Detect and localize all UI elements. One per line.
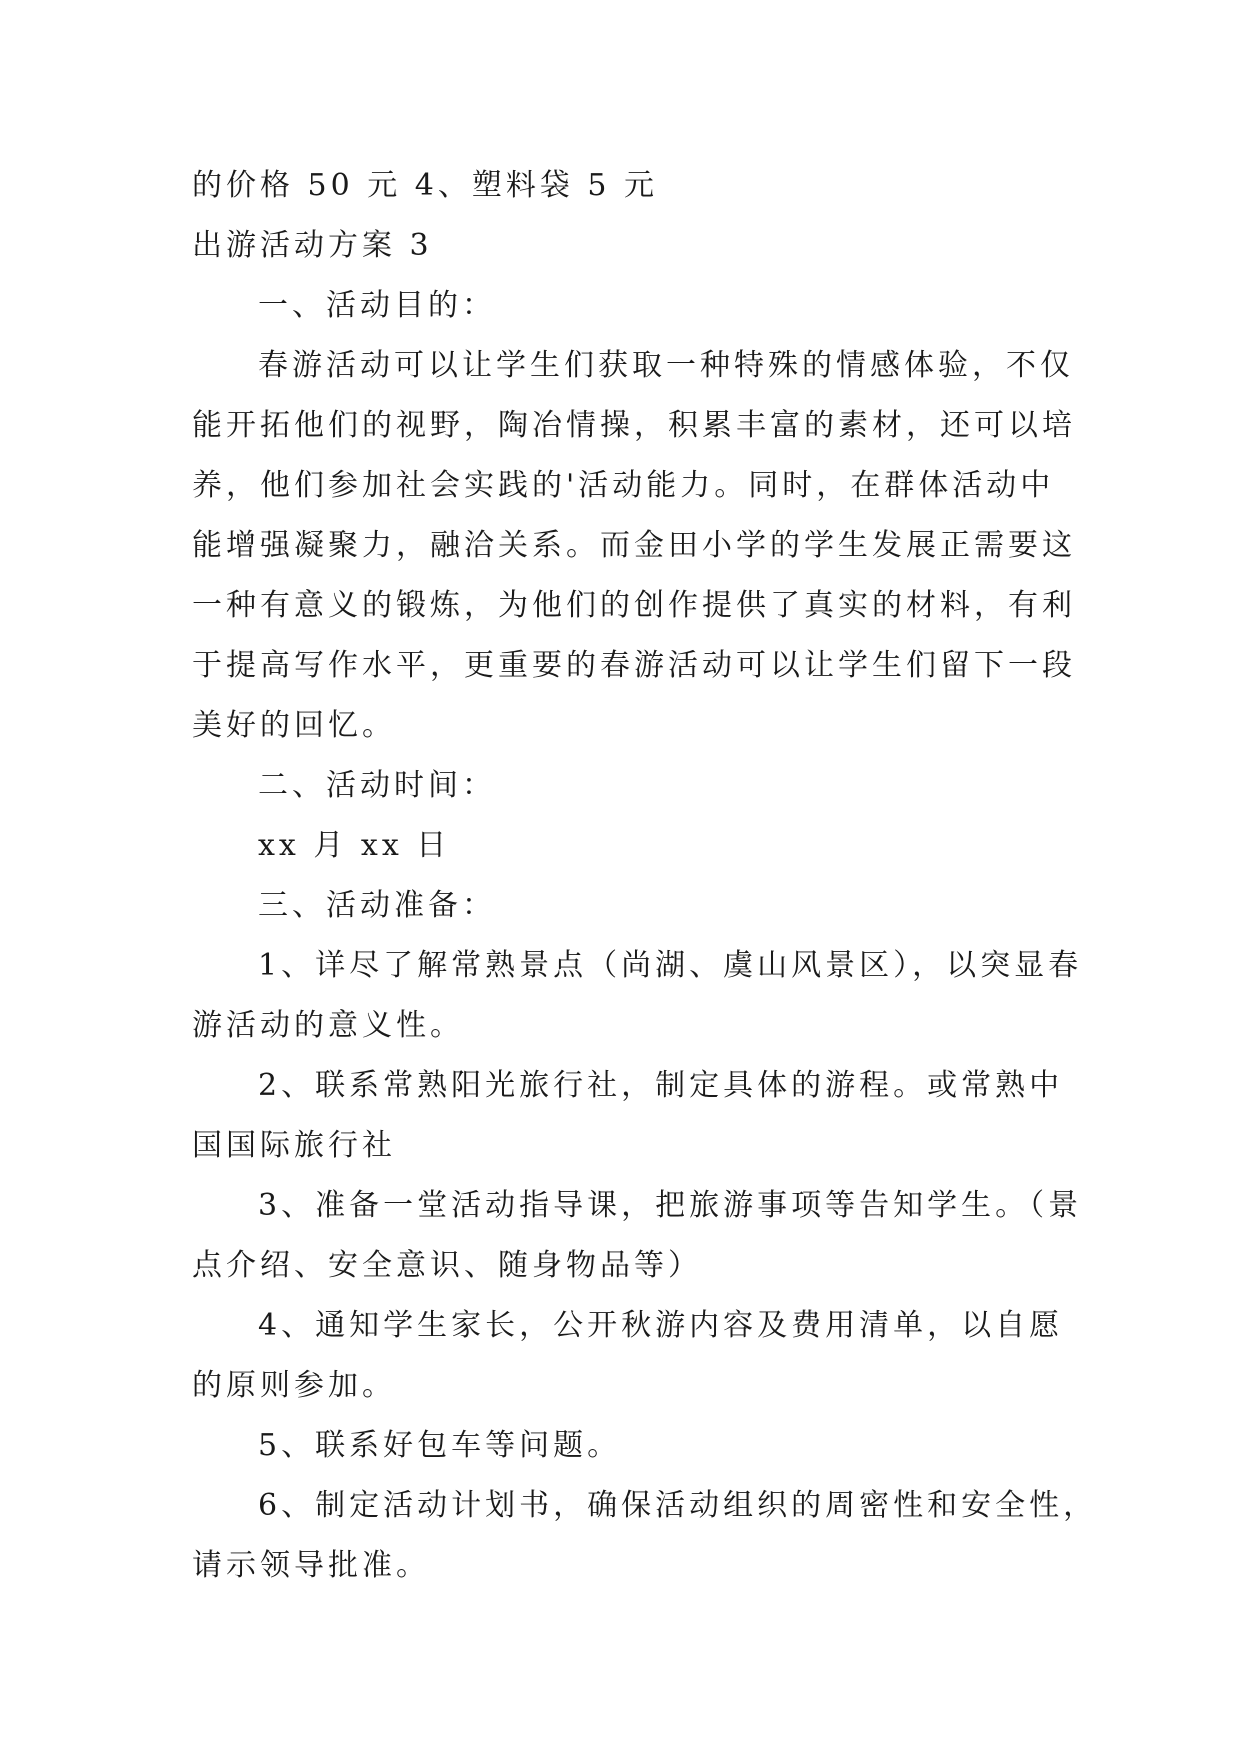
list-item-line: 的原则参加。 — [192, 1368, 396, 1403]
paragraph-line: 一种有意义的锻炼，为他们的创作提供了真实的材料，有利 — [192, 588, 1076, 623]
text-line-price: 的价格 50 元 4、塑料袋 5 元 — [192, 168, 659, 203]
list-item-line: 游活动的意义性。 — [192, 1008, 464, 1043]
list-item-line: 4、通知学生家长，公开秋游内容及费用清单，以自愿 — [258, 1308, 1064, 1343]
list-item-line: 国国际旅行社 — [192, 1128, 396, 1163]
list-item-line: 3、准备一堂活动指导课，把旅游事项等告知学生。（景 — [258, 1188, 1083, 1223]
paragraph-line: 能增强凝聚力，融洽关系。而金田小学的学生发展正需要这 — [192, 528, 1076, 563]
list-item-line: 请示领导批准。 — [192, 1548, 430, 1583]
list-item-line: 点介绍、安全意识、随身物品等） — [192, 1248, 702, 1283]
paragraph-line: 美好的回忆。 — [192, 708, 396, 743]
heading-preparation: 三、活动准备： — [258, 888, 496, 923]
section-title: 出游活动方案 3 — [192, 228, 433, 263]
heading-purpose: 一、活动目的： — [258, 288, 496, 323]
paragraph-line: 养，他们参加社会实践的'活动能力。同时，在群体活动中 — [192, 468, 1055, 503]
paragraph-line: 能开拓他们的视野，陶冶情操，积累丰富的素材，还可以培 — [192, 408, 1076, 443]
paragraph-line: 于提高写作水平，更重要的春游活动可以让学生们留下一段 — [192, 648, 1076, 683]
list-item-line: 1、详尽了解常熟景点（尚湖、虞山风景区），以突显春 — [258, 948, 1083, 983]
paragraph-line: 春游活动可以让学生们获取一种特殊的情感体验，不仅 — [258, 348, 1074, 383]
list-item-line: 2、联系常熟阳光旅行社，制定具体的游程。或常熟中 — [258, 1068, 1064, 1103]
list-item-line: 5、联系好包车等问题。 — [258, 1428, 622, 1463]
heading-time: 二、活动时间： — [258, 768, 496, 803]
date-text: xx 月 xx 日 — [258, 828, 451, 863]
list-item-line: 6、制定活动计划书，确保活动组织的周密性和安全性， — [258, 1488, 1098, 1523]
